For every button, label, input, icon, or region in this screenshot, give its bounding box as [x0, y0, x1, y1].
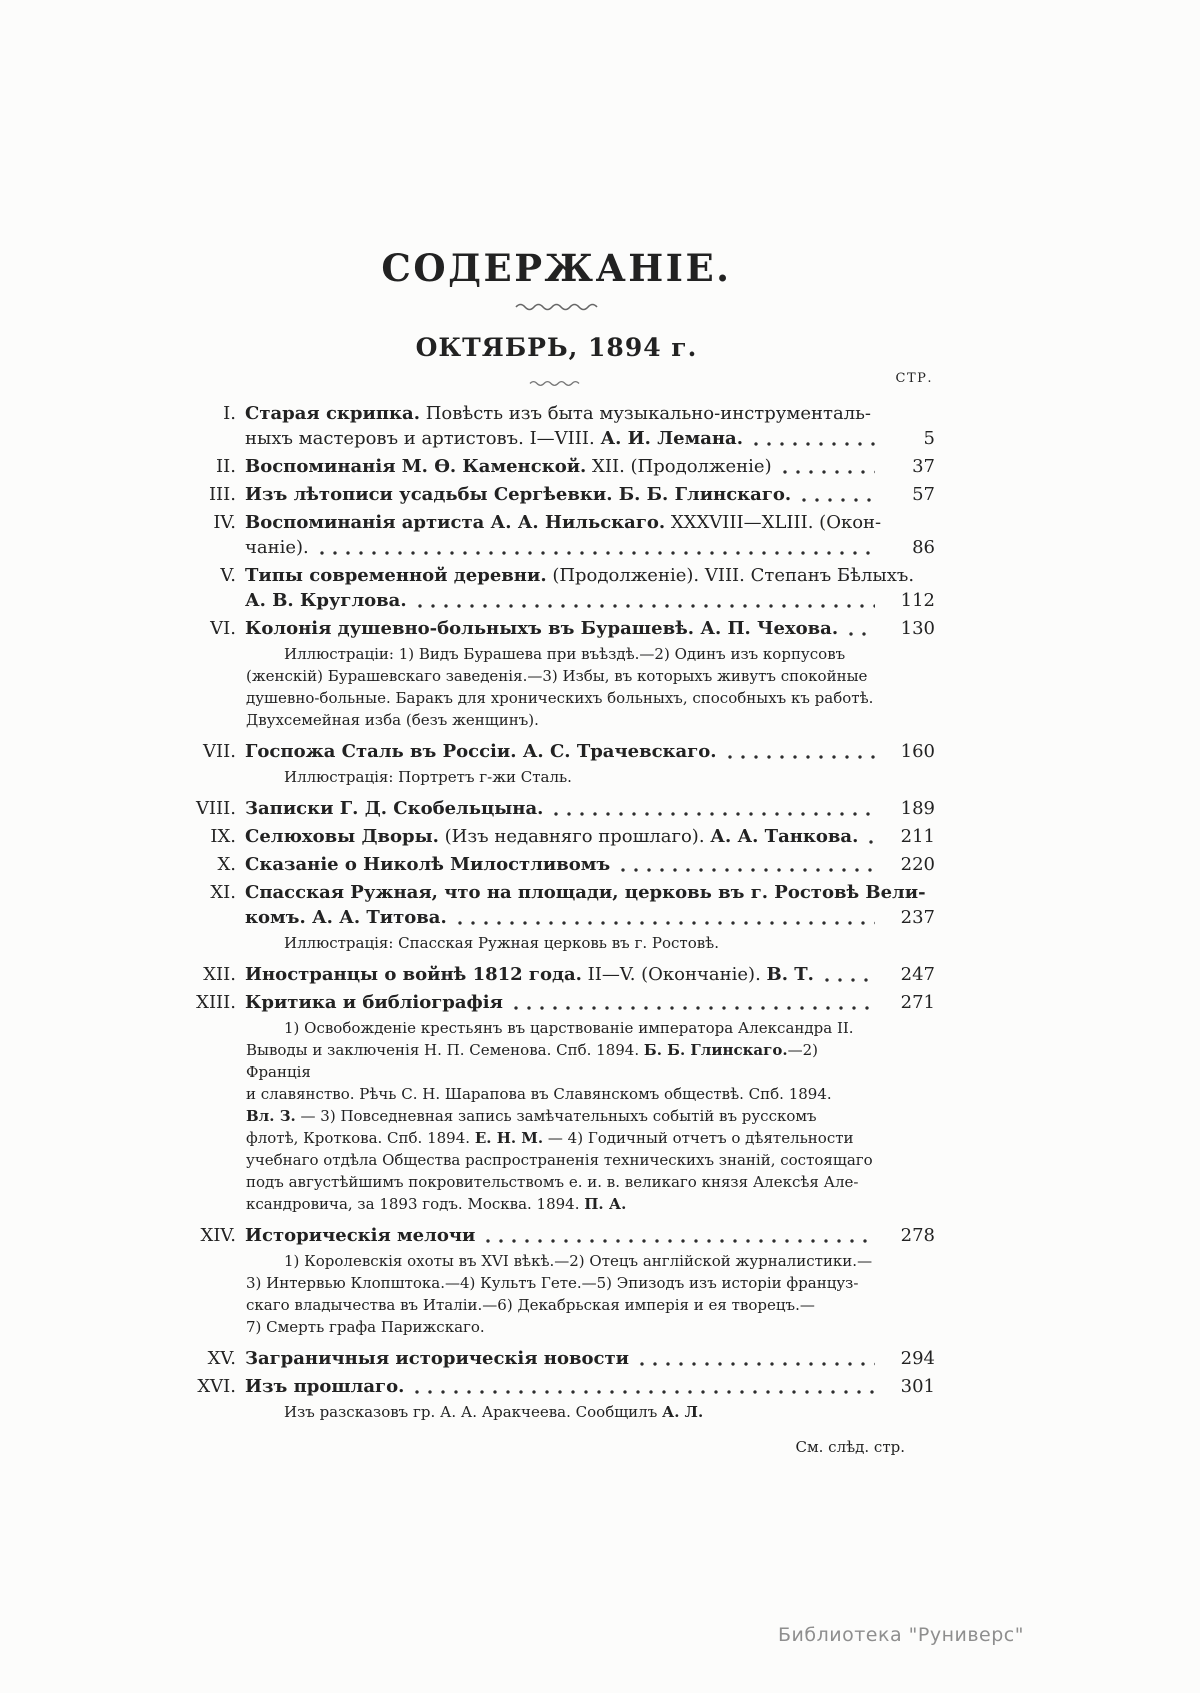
- note-text-segment: душевно-больные. Баракъ для хроническихъ больныхъ, способныхъ къ работѣ.: [246, 689, 874, 707]
- entry-line: [245, 962, 885, 987]
- note-text-segment: подъ августѣйшимъ покровительствомъ е. и. в. великаго князя Алексѣя Але-: [246, 1173, 859, 1191]
- entry-page-number: 57: [912, 484, 935, 505]
- entry-line: [245, 616, 885, 641]
- entry-text: [245, 739, 717, 764]
- toc-entry: [178, 616, 935, 641]
- entry-body: [245, 1346, 885, 1371]
- entry-text-segment: Селюховы Дворы.: [245, 826, 439, 847]
- entry-text: [245, 426, 743, 451]
- toc-entry: [178, 852, 935, 877]
- entry-text-segment: Повѣсть изъ быта музыкально-инструменталь-: [419, 403, 872, 424]
- entry-page-number: 189: [900, 798, 935, 819]
- entry-body: [245, 454, 885, 479]
- note-line: [246, 1105, 886, 1127]
- entry-text-segment: XII. (Продолженіе): [586, 456, 772, 477]
- entry-text: [245, 535, 309, 560]
- note-text-segment: Изъ разсказовъ гр. А. А. Аракчеева. Сообщилъ: [284, 1403, 663, 1421]
- dot-leader: [865, 824, 875, 849]
- entry-numeral: III.: [208, 484, 236, 505]
- entry-numeral: I.: [223, 403, 236, 424]
- library-watermark: Библиотека "Руниверс": [778, 1624, 1024, 1646]
- entry-numeral: XV.: [207, 1348, 236, 1369]
- entry-body: [245, 990, 885, 1015]
- entry-text-segment: Изъ прошлаго.: [245, 1376, 405, 1397]
- toc-entry: [178, 482, 935, 507]
- entry-text-segment: А. А. Титова.: [311, 907, 447, 928]
- note-line: [246, 643, 886, 665]
- entry-page-number: 130: [900, 618, 935, 639]
- note-text-segment: ксандровича, за 1893 годъ. Москва. 1894.: [246, 1195, 585, 1213]
- dot-leader: [454, 905, 875, 930]
- entry-page-number: 278: [900, 1225, 935, 1246]
- entry-text-segment: Записки Г. Д. Скобельцына.: [245, 798, 544, 819]
- note-line: [246, 1017, 886, 1039]
- note-text-segment: Вл. З.: [246, 1107, 296, 1125]
- note-text-segment: Иллюстраціи: 1) Видъ Бурашева при въѣздѣ.—2) Одинъ изъ корпусовъ: [284, 645, 846, 663]
- entry-line: [245, 739, 885, 764]
- toc-entry: [178, 1374, 935, 1399]
- entry-text-segment: (Изъ недавняго прошлаго).: [438, 826, 711, 847]
- entry-line: [245, 510, 885, 535]
- entry-text: [245, 1223, 475, 1248]
- dot-leader: [821, 962, 875, 987]
- toc-entry: [178, 1346, 935, 1371]
- entry-text-segment: Воспоминанія М. Ѳ. Каменской.: [245, 456, 587, 477]
- entry-body: [245, 824, 885, 849]
- note-text-segment: 3) Интервью Клопштока.—4) Культъ Гете.—5) Эпизодъ изъ исторіи француз-: [246, 1274, 859, 1292]
- note-text-segment: Иллюстрація: Спасская Ружная церковь въ г. Ростовѣ.: [284, 934, 719, 952]
- note-text-segment: Е. Н. М.: [474, 1129, 544, 1147]
- entry-body: [245, 796, 885, 821]
- entry-line: [245, 852, 885, 877]
- entry-line: [245, 535, 885, 560]
- entry-text-segment: XXXVIII—XLIII. (Окон-: [665, 512, 882, 533]
- note-line: [246, 1272, 886, 1294]
- entry-body: [245, 563, 915, 613]
- entry-text-segment: Старая скрипка.: [245, 403, 420, 424]
- entry-text-segment: А. С. Трачевскаго.: [522, 741, 717, 762]
- note-text-segment: — 3) Повседневная запись замѣчательныхъ событій въ русскомъ: [295, 1107, 817, 1125]
- entry-numeral: V.: [220, 565, 236, 586]
- entry-body: [245, 510, 885, 560]
- entry-body: [245, 1223, 885, 1248]
- dot-leader: [779, 454, 875, 479]
- entry-text-segment: Критика и библіографія: [245, 992, 503, 1013]
- note-text-segment: Двухсемейная изба (безъ женщинъ).: [246, 711, 539, 729]
- entry-text: [245, 796, 543, 821]
- entry-text-segment: Типы современной деревни.: [245, 565, 547, 586]
- entry-line: [245, 1346, 885, 1371]
- entry-text-segment: Спасская Ружная, что на площади, церковь въ г. Ростовѣ Вели-: [245, 882, 926, 903]
- toc-entry: [178, 796, 935, 821]
- entry-page-number: 220: [900, 854, 935, 875]
- note-text-segment: 7) Смерть графа Парижскаго.: [246, 1318, 485, 1336]
- entry-page-number: 211: [900, 826, 935, 847]
- entry-text: [245, 1374, 404, 1399]
- entry-page-number: 37: [912, 456, 935, 477]
- entry-page-number: 160: [900, 741, 935, 762]
- entry-body: [245, 852, 885, 877]
- dot-leader: [414, 588, 875, 613]
- dot-leader: [845, 616, 875, 641]
- entry-line: [245, 454, 885, 479]
- entry-page-number: 301: [900, 1376, 935, 1397]
- entry-body: [245, 962, 885, 987]
- entry-numeral: XII.: [203, 964, 236, 985]
- entry-body: [245, 401, 885, 451]
- entry-numeral: IX.: [210, 826, 236, 847]
- entry-text: [245, 454, 772, 479]
- entry-text: [245, 588, 407, 613]
- continuation-note: См. слѣд. стр.: [795, 1438, 905, 1456]
- dot-leader: [724, 739, 875, 764]
- note-text-segment: — 4) Годичный отчетъ о дѣятельности: [543, 1129, 854, 1147]
- entry-text-segment: А. А. Танкова.: [710, 826, 859, 847]
- ornament-squiggle-small: [528, 373, 586, 392]
- entry-text: [245, 1346, 629, 1371]
- entry-text-segment: Воспоминанія артиста А. А. Нильскаго.: [245, 512, 666, 533]
- entry-numeral: IV.: [213, 512, 236, 533]
- entry-page-number: 247: [900, 964, 935, 985]
- note-text-segment: 1) Королевскія охоты въ XVI вѣкѣ.—2) Отецъ англійской журналистики.—: [284, 1252, 873, 1270]
- dot-leader: [316, 535, 875, 560]
- toc-entry: [178, 739, 935, 764]
- entry-line: [245, 426, 885, 451]
- toc-entry: [178, 401, 935, 451]
- entry-numeral: XIII.: [196, 992, 236, 1013]
- entry-numeral: VIII.: [195, 798, 236, 819]
- note-line: [246, 1401, 886, 1423]
- entry-text-segment: чаніе).: [245, 537, 309, 558]
- note-text-segment: А. Л.: [662, 1403, 704, 1421]
- entry-line: [245, 905, 885, 930]
- note-text-segment: учебнаго отдѣла Общества распространенія техническихъ знаній, состоящаго: [246, 1151, 873, 1169]
- entry-line: [245, 588, 885, 613]
- entry-text-segment: Изъ лѣтописи усадьбы Сергѣевки. Б. Б. Глинскаго.: [245, 484, 792, 505]
- note-line: [246, 687, 886, 709]
- toc-entry: [178, 454, 935, 479]
- entry-numeral: X.: [217, 854, 236, 875]
- toc-entry: [178, 1223, 935, 1248]
- note-line: [246, 1127, 886, 1149]
- toc-entry: [178, 990, 935, 1015]
- entry-text-segment: комъ.: [245, 907, 312, 928]
- entry-line: [245, 482, 885, 507]
- entry-page-number: 112: [900, 590, 935, 611]
- entry-line: [245, 796, 885, 821]
- entry-body: [245, 1374, 885, 1399]
- entry-numeral: VII.: [203, 741, 236, 762]
- entry-text-segment: Сказаніе о Николѣ Милостливомъ: [245, 854, 611, 875]
- entry-numeral: VI.: [210, 618, 236, 639]
- note-line: [246, 1316, 886, 1338]
- dot-leader: [750, 426, 875, 451]
- entry-body: [245, 482, 885, 507]
- note-line: [246, 1083, 886, 1105]
- entry-text: [245, 616, 838, 641]
- dot-leader: [510, 990, 875, 1015]
- page-title: СОДЕРЖАНІЕ.: [381, 246, 732, 290]
- ornament-squiggle: [178, 298, 935, 310]
- entry-page-number: 86: [912, 537, 935, 558]
- note-line: [246, 1149, 886, 1171]
- toc-entry: [178, 824, 935, 849]
- entry-note: [246, 643, 886, 731]
- dot-leader: [636, 1346, 875, 1371]
- entry-line: [245, 563, 915, 588]
- dot-leader: [617, 852, 875, 877]
- entry-text-segment: Историческія мелочи: [245, 1225, 476, 1246]
- entry-text: [245, 990, 503, 1015]
- entry-text-segment: Заграничныя историческія новости: [245, 1348, 629, 1369]
- page-column-label: СТР.: [895, 371, 933, 386]
- entry-numeral: XIV.: [200, 1225, 236, 1246]
- entry-page-number: 294: [900, 1348, 935, 1369]
- toc-entry: [178, 962, 935, 987]
- note-line: [246, 709, 886, 731]
- note-text-segment: Иллюстрація: Портретъ г-жи Сталь.: [284, 768, 572, 786]
- note-line: [246, 766, 886, 788]
- entry-line: [245, 824, 885, 849]
- subhead-row: [178, 365, 935, 391]
- entry-text-segment: Колонія душевно-больныхъ въ Бурашевѣ.: [245, 618, 701, 639]
- dot-leader: [411, 1374, 875, 1399]
- note-text-segment: флотѣ, Кроткова. Спб. 1894.: [246, 1129, 475, 1147]
- toc-content: [178, 246, 935, 1431]
- note-text-segment: Выводы и заключенія Н. П. Семенова. Спб. 1894.: [246, 1041, 644, 1059]
- entry-text: [245, 824, 858, 849]
- entry-page-number: 5: [923, 428, 935, 449]
- note-line: [246, 665, 886, 687]
- note-text-segment: Б. Б. Глинскаго.: [643, 1041, 788, 1059]
- dot-leader: [550, 796, 875, 821]
- entry-line: [245, 990, 885, 1015]
- entry-text-segment: Госпожа Сталь въ Россіи.: [245, 741, 523, 762]
- entry-note: [246, 1017, 886, 1215]
- note-line: [246, 1250, 886, 1272]
- entry-numeral: XVI.: [197, 1376, 236, 1397]
- note-line: [246, 1171, 886, 1193]
- entry-text-segment: А. И. Лемана.: [600, 428, 743, 449]
- issue-subtitle: ОКТЯБРЬ, 1894 г.: [415, 333, 698, 362]
- toc-entry: [178, 510, 935, 560]
- entry-text-segment: А. П. Чехова.: [700, 618, 839, 639]
- entry-line: [245, 401, 885, 426]
- note-text-segment: (женскій) Бурашевскаго заведенія.—3) Избы, въ которыхъ живутъ спокойные: [246, 667, 868, 685]
- note-text-segment: П. А.: [584, 1195, 627, 1213]
- entry-line: [245, 1374, 885, 1399]
- entry-text: [245, 852, 610, 877]
- entry-text-segment: Иностранцы о войнѣ 1812 года.: [245, 964, 582, 985]
- entry-text-segment: II—V. (Окончаніе).: [581, 964, 767, 985]
- entry-page-number: 271: [900, 992, 935, 1013]
- toc-entry: [178, 880, 935, 930]
- entry-note: [246, 932, 886, 954]
- note-line: [246, 1039, 886, 1083]
- entry-text-segment: В. Т.: [766, 964, 814, 985]
- toc-entry: [178, 563, 935, 613]
- note-line: [246, 1193, 886, 1215]
- entry-line: [245, 1223, 885, 1248]
- entry-note: [246, 766, 886, 788]
- entry-text: [245, 962, 814, 987]
- note-line: [246, 932, 886, 954]
- note-text-segment: 1) Освобожденіе крестьянъ въ царствованіе императора Александра II.: [284, 1019, 854, 1037]
- entry-text-segment: (Продолженіе). VIII. Степанъ Бѣлыхъ.: [546, 565, 915, 586]
- dot-leader: [798, 482, 875, 507]
- entry-text-segment: ныхъ мастеровъ и артистовъ. I—VIII.: [245, 428, 601, 449]
- note-text-segment: скаго владычества въ Италіи.—6) Декабрьская имперія и ея творецъ.—: [246, 1296, 815, 1314]
- entry-text: [245, 482, 791, 507]
- note-line: [246, 1294, 886, 1316]
- entry-line: [245, 880, 926, 905]
- entry-text: [245, 905, 447, 930]
- entry-body: [245, 616, 885, 641]
- note-text-segment: и славянство. Рѣчь С. Н. Шарапова въ Славянскомъ обществѣ. Спб. 1894.: [246, 1085, 832, 1103]
- toc-list: [178, 401, 935, 1423]
- entry-numeral: XI.: [210, 882, 236, 903]
- entry-text-segment: А. В. Круглова.: [245, 590, 407, 611]
- entry-numeral: II.: [216, 456, 236, 477]
- entry-note: [246, 1250, 886, 1338]
- entry-body: [245, 739, 885, 764]
- dot-leader: [482, 1223, 875, 1248]
- entry-note: [246, 1401, 886, 1423]
- entry-page-number: 237: [900, 907, 935, 928]
- note-text-segment: —2) Франція: [246, 1041, 818, 1081]
